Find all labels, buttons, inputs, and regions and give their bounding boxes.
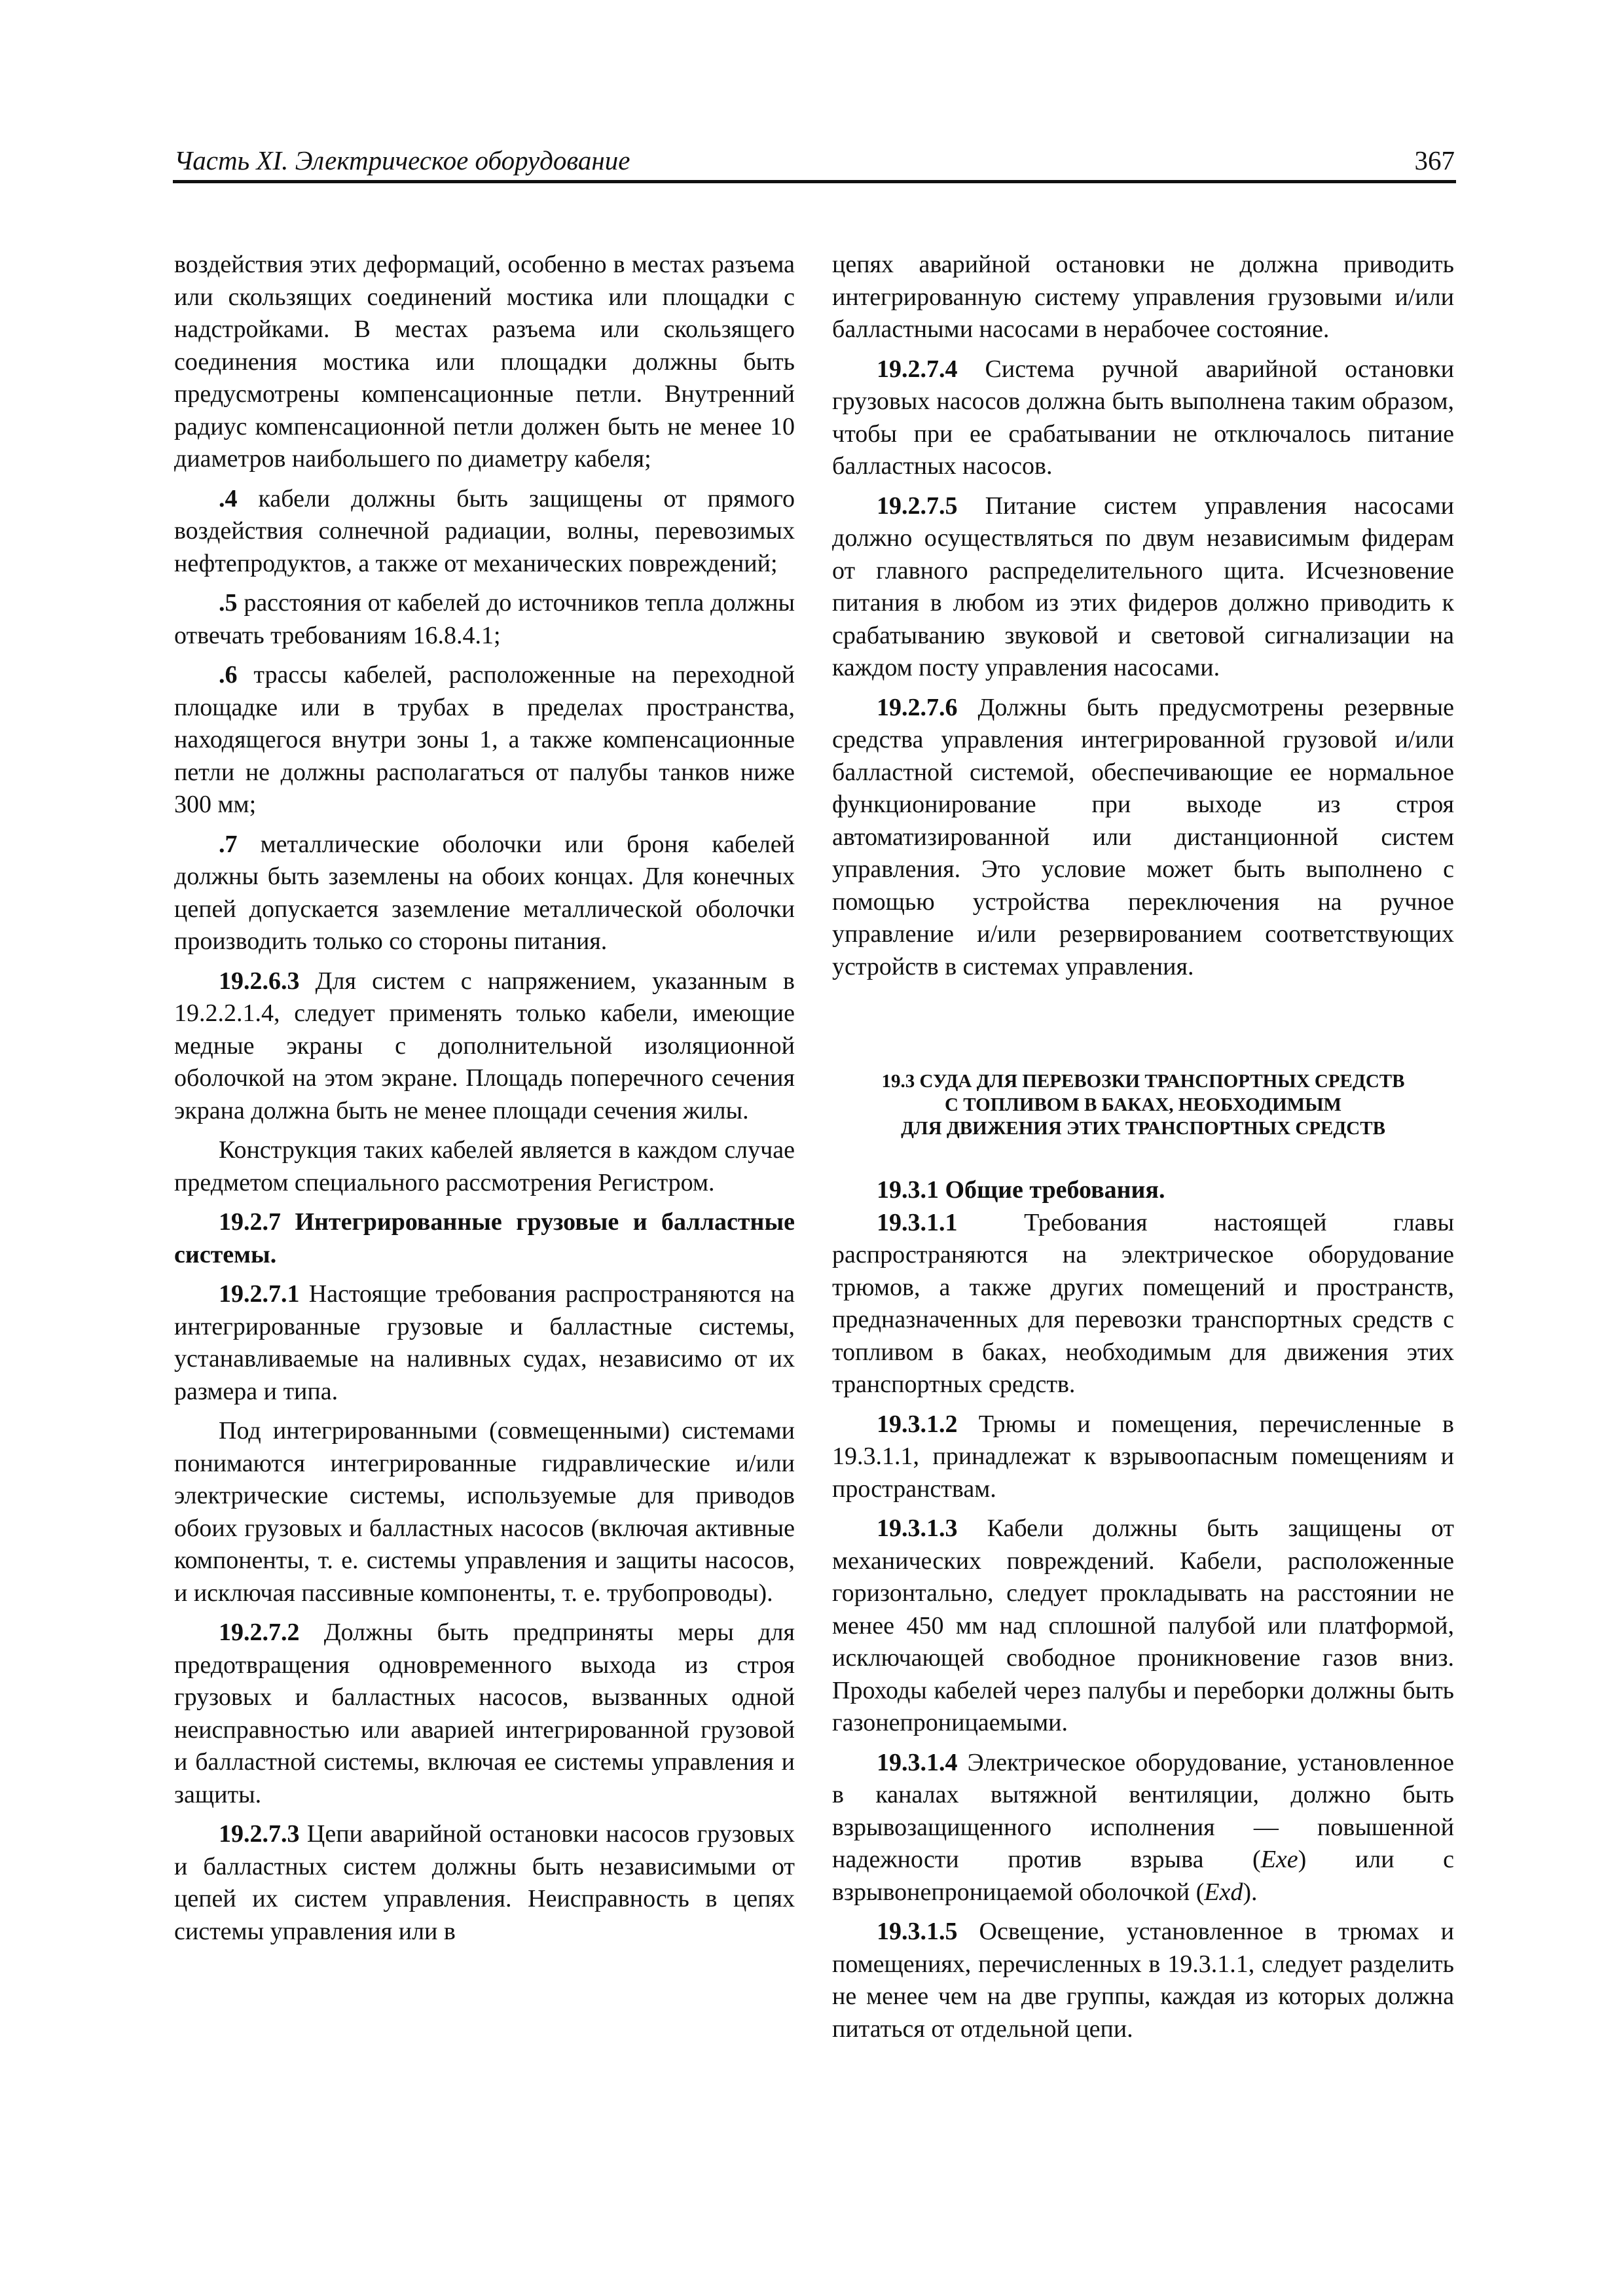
section-heading-19-3 bbox=[832, 1069, 1454, 1140]
clause-19-3-1-3 bbox=[832, 1513, 1454, 1740]
clause-19-2-7-5 bbox=[832, 490, 1454, 685]
clause-19-2-7-6 bbox=[832, 692, 1454, 984]
clause-number: 19.3.1.2 bbox=[877, 1410, 958, 1438]
clause-19-2-6-3 bbox=[174, 965, 795, 1128]
marking-exe: Exe bbox=[1260, 1846, 1298, 1873]
clause-number: 19.2.6.3 bbox=[219, 967, 300, 995]
clause-text: Должны быть предприняты меры для предотвращения одновременного выхода из строя грузовых и балластных насосов, вызванных одной неисправностью или аварией интегрированной грузовой и балластной системы, включая ее системы управления и защиты. bbox=[174, 1619, 795, 1808]
clause-number: 19.2.7.5 bbox=[877, 492, 958, 520]
clause-19-2-7-4 bbox=[832, 353, 1454, 483]
subsection-heading-text: 19.3.1 Общие требования. bbox=[877, 1176, 1165, 1204]
clause-19-2-7-1 bbox=[174, 1278, 795, 1408]
clause-19-2-7-3 bbox=[174, 1818, 795, 1948]
subsection-heading-text: 19.2.7 Интегрированные грузовые и балластные системы. bbox=[174, 1208, 795, 1268]
clause-text: Требования настоящей главы распространяются на электрическое оборудование трюмов, а также других помещений и пространств, предназначенных для перевозки транспортных средств с топливом в баках, необходимым для движения этих транспортных средств. bbox=[832, 1208, 1454, 1398]
right-column bbox=[832, 249, 1454, 2045]
clause-number: 19.3.1.5 bbox=[877, 1918, 958, 1945]
clause-19-3-1-2 bbox=[832, 1408, 1454, 1506]
clause-number: 19.2.7.2 bbox=[219, 1619, 300, 1646]
list-item-4 bbox=[174, 483, 795, 581]
list-item-6 bbox=[174, 659, 795, 821]
clause-19-2-7-2 bbox=[174, 1617, 795, 1811]
clause-19-3-1-5 bbox=[832, 1916, 1454, 2045]
item-number: .5 bbox=[219, 589, 238, 617]
clause-number: 19.2.7.3 bbox=[219, 1820, 300, 1848]
clause-text: ). bbox=[1243, 1878, 1258, 1906]
clause-text: Трюмы и помещения, перечисленные в 19.3.1.1, принадлежат к взрывоопасным помещениям и пространствам. bbox=[832, 1410, 1454, 1503]
clause-text: Настоящие требования распространяются на интегрированные грузовые и балластные системы, устанавливаемые на наливных судах, независимо от их размера и типа. bbox=[174, 1280, 795, 1405]
clause-number: 19.2.7.1 bbox=[219, 1280, 300, 1308]
marking-exd: Exd bbox=[1204, 1878, 1243, 1906]
clause-19-3-1-4 bbox=[832, 1747, 1454, 1909]
page-header bbox=[173, 141, 1456, 183]
clause-text: Электрическое оборудование, установленное в каналах вытяжной вентиляции, должно быть взрывозащищенного исполнения — повышенной надежности против взрыва ( bbox=[832, 1748, 1454, 1873]
clause-text: Питание систем управления насосами должно осуществляться по двум независимым фидерам от главного распределительного щита. Исчезновение питания в любом из этих фидеров должно приводить к срабатыванию звуковой и световой сигнализации на каждом посту управления насосами. bbox=[832, 492, 1454, 681]
clause-text: Цепи аварийной остановки насосов грузовых и балластных систем должны быть независимыми от цепей их систем управления. Неисправность в цепях системы управления или в bbox=[174, 1820, 795, 1945]
clause-text: Кабели должны быть защищены от механических повреждений. Кабели, расположенные горизонтально, следует прокладывать на расстоянии не менее 450 мм над сплошной палубой или платформой, исключающей свободное проникновение газов вниз. Проходы кабелей через палубы и переборки должны быть газонепроницаемыми. bbox=[832, 1515, 1454, 1736]
left-column bbox=[174, 249, 795, 1948]
clause-number: 19.3.1.3 bbox=[877, 1515, 958, 1542]
clause-19-3-1-1 bbox=[832, 1207, 1454, 1401]
paragraph: цепях аварийной остановки не должна приводить интегрированную систему управления грузовыми и/или балластными насосами в нерабочее состояние. bbox=[832, 251, 1454, 343]
paragraph: Под интегрированными (совмещенными) системами понимаются интегрированные гидравлические и/или электрические системы, используемые для приводов обоих грузовых и балластных насосов (включая активные компоненты, т. е. системы управления и защиты насосов, и исключая пассивные компоненты, т. е. трубопроводы). bbox=[174, 1417, 795, 1607]
paragraph: Конструкция таких кабелей является в каждом случае предметом специального рассмотрения Регистром. bbox=[174, 1136, 795, 1196]
clause-text: Освещение, установленное в трюмах и помещениях, перечисленных в 19.3.1.1, следует разделить не менее чем на две группы, каждая из которых должна питаться от отдельной цепи. bbox=[832, 1918, 1454, 2043]
clause-number: 19.3.1.1 bbox=[877, 1208, 958, 1236]
list-item-7 bbox=[174, 829, 795, 958]
section-heading-line: С ТОПЛИВОМ В БАКАХ, НЕОБХОДИМЫМ bbox=[945, 1094, 1341, 1115]
item-text: кабели должны быть защищены от прямого воздействия солнечной радиации, волны, перевозимых нефтепродуктов, а также от механических повреждений; bbox=[174, 484, 795, 577]
section-heading-line: ДЛЯ ДВИЖЕНИЯ ЭТИХ ТРАНСПОРТНЫХ СРЕДСТВ bbox=[901, 1118, 1385, 1139]
subsection-heading-19-3-1 bbox=[832, 1174, 1454, 1207]
paragraph: воздействия этих деформаций, особенно в местах разъема или скользящих соединений мостика или площадки с надстройками. В местах разъема или скользящего соединения мостика или площадки должны быть предусмотрены компенсационные петли. Внутренний радиус компенсационной петли должен быть не менее 10 диаметров наибольшего по диаметру кабеля; bbox=[174, 251, 795, 473]
list-item-5 bbox=[174, 587, 795, 652]
header-title: Часть XI. Электрическое оборудование bbox=[174, 145, 630, 175]
item-text: металлические оболочки или броня кабелей должны быть заземлены на обоих концах. Для конечных цепей допускается заземление металлической оболочки производить только со стороны питания. bbox=[174, 830, 795, 955]
clause-text: Для систем с напряжением, указанным в 19.2.2.1.4, следует применять только кабели, имеющие медные экраны с дополнительной изоляционной оболочкой на этом экране. Площадь поперечного сечения экрана должна быть не менее площади сечения жилы. bbox=[174, 967, 795, 1124]
clause-text: ) или с взрывонепроницаемой оболочкой ( bbox=[832, 1846, 1454, 1906]
clause-number: 19.2.7.4 bbox=[877, 355, 958, 383]
clause-number: 19.3.1.4 bbox=[877, 1748, 958, 1776]
item-number: .7 bbox=[219, 830, 238, 858]
clause-text: Система ручной аварийной остановки грузовых насосов должна быть выполнена таким образом, чтобы при ее срабатывании не отключалось питание балластных насосов. bbox=[832, 355, 1454, 480]
item-number: .6 bbox=[219, 661, 238, 689]
section-heading-line: 19.3 СУДА ДЛЯ ПЕРЕВОЗКИ ТРАНСПОРТНЫХ СРЕДСТВ bbox=[881, 1071, 1405, 1092]
item-text: расстояния от кабелей до источников тепла должны отвечать требованиям 16.8.4.1; bbox=[174, 589, 795, 649]
clause-number: 19.2.7.6 bbox=[877, 693, 958, 721]
clause-text: Должны быть предусмотрены резервные средства управления интегрированной грузовой и/или балластной системой, обеспечивающие ее нормальное функционирование при выходе из строя автоматизированной или дистанционной систем управления. Это условие может быть выполнено с помощью устройства переключения на ручное управление и/или резервированием соответствующих устройств в системах управления. bbox=[832, 693, 1454, 980]
subsection-heading-19-2-7 bbox=[174, 1206, 795, 1271]
item-text: трассы кабелей, расположенные на переходной площадке или в трубах в пределах пространства, находящегося внутри зоны 1, а также компенсационные петли не должны располагаться от палубы танков ниже 300 мм; bbox=[174, 661, 795, 818]
item-number: .4 bbox=[219, 484, 238, 512]
page-number: 367 bbox=[1414, 145, 1455, 175]
